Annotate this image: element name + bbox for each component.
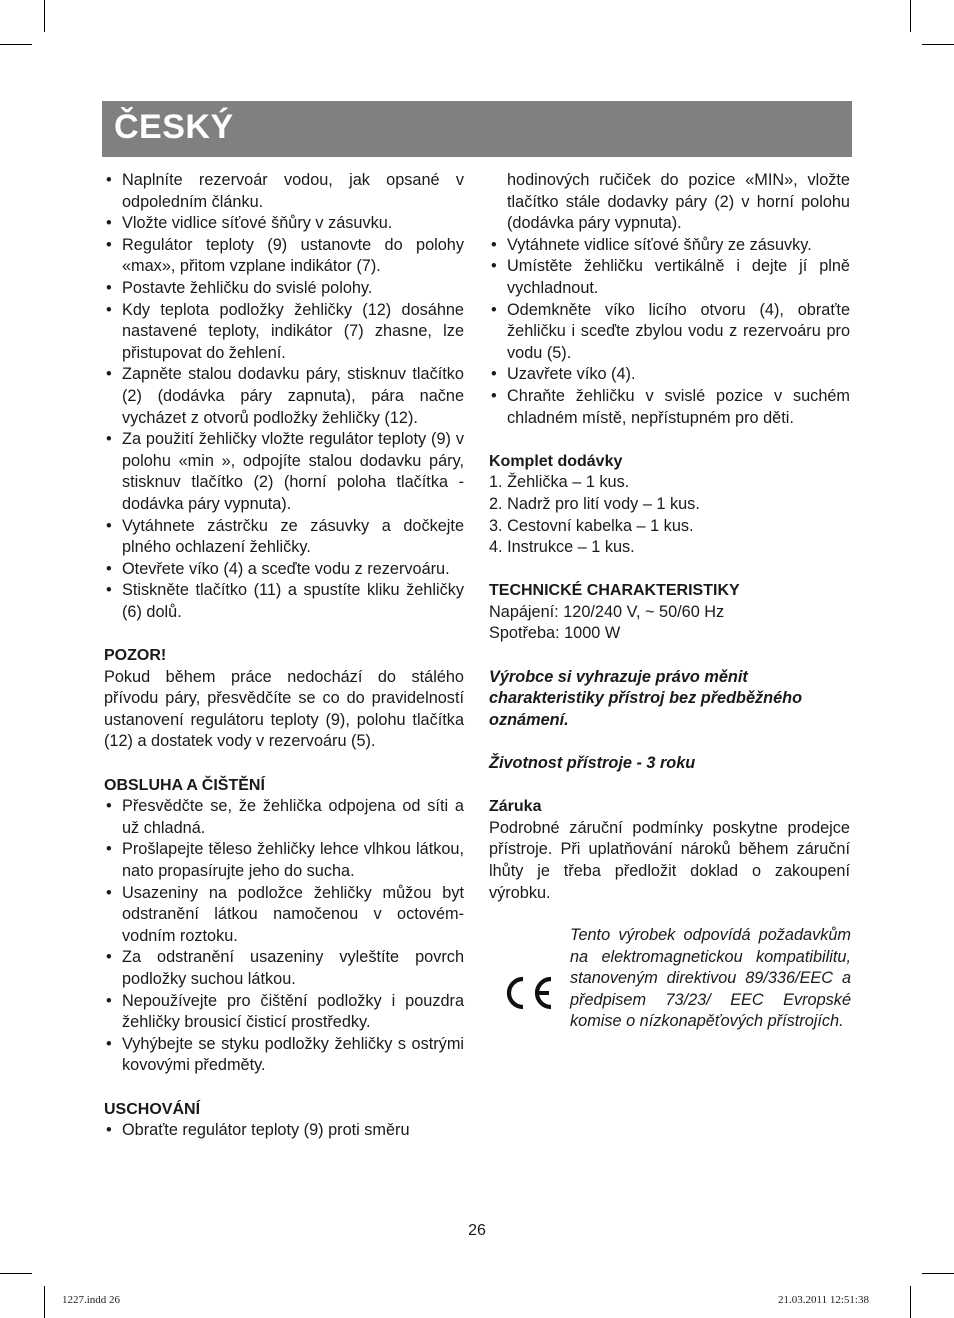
language-header-bar bbox=[102, 101, 852, 157]
package-heading: Komplet dodávky bbox=[489, 452, 623, 470]
package-item: 3. Cestovní kabelka – 1 kus. bbox=[489, 516, 694, 535]
warning-heading: POZOR! bbox=[104, 647, 167, 665]
crop-mark bbox=[0, 44, 32, 45]
care-list bbox=[104, 796, 464, 1077]
warranty-text: Podrobné záruční podmínky poskytne prodejce přístroje. Při uplatňování nároků během záruční lhůty je třeba předložit doklad o zakoupení výrobku. bbox=[489, 818, 850, 902]
list-item: • Kdy teplota podložky žehličky (12) dosáhne nastavené teploty, indikátor (7) zhasne, lze přistupovat do žehlení. bbox=[104, 300, 464, 365]
list-item: • Přesvědčte se, že žehlička odpojena od síti a už chladná. bbox=[104, 796, 464, 839]
list-item: • Usazeniny na podložce žehličky můžou byt odstranění látkou namočenou v octovém-vodním roztoku. bbox=[104, 883, 464, 948]
list-item: • Prošlapejte těleso žehličky lehce vlhkou látkou, nato propasírujte jeho do sucha. bbox=[104, 839, 464, 882]
crop-mark bbox=[922, 1273, 954, 1274]
crop-mark bbox=[910, 0, 911, 32]
file-slug: 1227.indd 26 bbox=[62, 1294, 121, 1306]
package-item: 2. Nadrž pro lití vody – 1 kus. bbox=[489, 494, 700, 513]
list-item: • Otevřete víko (4) a sceďte vodu z rezervoáru. bbox=[104, 559, 464, 581]
crop-mark bbox=[44, 1286, 45, 1318]
list-item: • Nepoužívejte pro čištění podložky i pouzdra žehličky brousicí čisticí prostředky. bbox=[104, 991, 464, 1034]
warranty-heading: Záruka bbox=[489, 798, 542, 816]
list-item: • Vytáhnete vidlice síťové šňůry ze zásuvky. bbox=[489, 235, 850, 257]
list-item: • Regulátor teploty (9) ustanovte do polohy «max», přitom vzplane indikátor (7). bbox=[104, 235, 464, 278]
right-column bbox=[489, 170, 850, 904]
tech-heading: TECHNICKÉ CHARAKTERISTIKY bbox=[489, 582, 740, 600]
manufacturer-notice: Výrobce si vyhrazuje právo měnit charakteristiky přístroj bez předběžného oznámení. bbox=[489, 667, 803, 729]
warning-text: Pokud během práce nedochází do stálého přívodu páry, přesvědčíte se co do pravidelností ustanovení regulátoru teploty (9), polohu tlačítka (12) a dostatek vody v rezervoáru (5). bbox=[104, 667, 464, 751]
list-item: • Naplníte rezervoár vodou, jak opsané v odpoledním článku. bbox=[104, 170, 464, 213]
list-item: • Chraňte žehličku v svislé pozice v suchém chladném místě, nepřístupném pro děti. bbox=[489, 386, 850, 429]
list-item: • Za odstranění usazeniny vyleštíte povrch podložky suchou látkou. bbox=[104, 947, 464, 990]
tech-line: Spotřeba: 1000 W bbox=[489, 624, 621, 643]
ce-mark-icon bbox=[503, 973, 557, 1013]
storage-heading: USCHOVÁNÍ bbox=[104, 1100, 201, 1118]
crop-mark bbox=[44, 0, 45, 32]
crop-mark bbox=[0, 1273, 32, 1274]
care-heading: OBSLUHA A ČIŠTĚNÍ bbox=[104, 776, 265, 794]
list-item: • Postavte žehličku do svislé polohy. bbox=[104, 278, 464, 300]
crop-mark bbox=[922, 44, 954, 45]
left-column bbox=[104, 170, 464, 1142]
list-item: • Vytáhnete zástrčku ze zásuvky a dočkejte plného ochlazení žehličky. bbox=[104, 516, 464, 559]
list-item: hodinových ručiček do pozice «MIN», vložte tlačítko stále dodavky páry (2) v horní polohu (dodávka páry vypnuta). bbox=[507, 171, 850, 233]
list-item: • Za použití žehličky vložte regulátor teploty (9) v polohu «min », odpojíte stalou dodavku páry, stisknuv tlačítko (2) (horní poloha tlačítka - dodávka páry vypnuta). bbox=[104, 429, 464, 515]
list-item: • Vyhýbejte se styku podložky žehličky s ostrými kovovými předměty. bbox=[104, 1034, 464, 1077]
storage-list-continued bbox=[489, 170, 850, 429]
ce-compliance-text: Tento výrobek odpovídá požadavkům na elektromagnetickou kompatibilitu, stanoveným direktivou 89/336/EEC a předpisem 73/23/ EEC Evropské komise o nízkonapěťových přístrojích. bbox=[570, 926, 851, 1031]
date-slug: 21.03.2011 12:51:38 bbox=[778, 1294, 869, 1306]
tech-line: Napájení: 120/240 V, ~ 50/60 Hz bbox=[489, 602, 725, 621]
package-item: 1. Žehlička – 1 kus. bbox=[489, 473, 630, 492]
list-item: • Odemkněte víko licího otvoru (4), obraťte žehličku i sceďte zbylou vodu z rezervoáru pro vodu (5). bbox=[489, 300, 850, 365]
list-item: • Stiskněte tlačítko (11) a spustíte kliku žehličky (6) dolů. bbox=[104, 580, 464, 623]
crop-mark bbox=[910, 1286, 911, 1318]
list-item: • Uzavřete víko (4). bbox=[489, 364, 850, 386]
operation-list bbox=[104, 170, 464, 623]
package-item: 4. Instrukce – 1 kus. bbox=[489, 538, 635, 557]
list-item: • Zapněte stalou dodavku páry, stisknuv tlačítko (2) (dodávka páry zapnuta), pára načne vycházet z otvorů podložky žehličky (12). bbox=[104, 364, 464, 429]
page-number: 26 bbox=[468, 1222, 486, 1239]
lifetime-notice: Životnost přístroje - 3 roku bbox=[489, 754, 696, 773]
storage-list bbox=[104, 1120, 464, 1142]
page-title: ČESKÝ bbox=[114, 108, 234, 146]
list-item: • Umístěte žehličku vertikálně i dejte jí plně vychladnout. bbox=[489, 256, 850, 299]
list-item: • Obraťte regulátor teploty (9) proti směru bbox=[104, 1120, 464, 1142]
list-item: • Vložte vidlice síťové šňůry v zásuvku. bbox=[104, 213, 464, 235]
ce-compliance-block bbox=[489, 925, 851, 1065]
